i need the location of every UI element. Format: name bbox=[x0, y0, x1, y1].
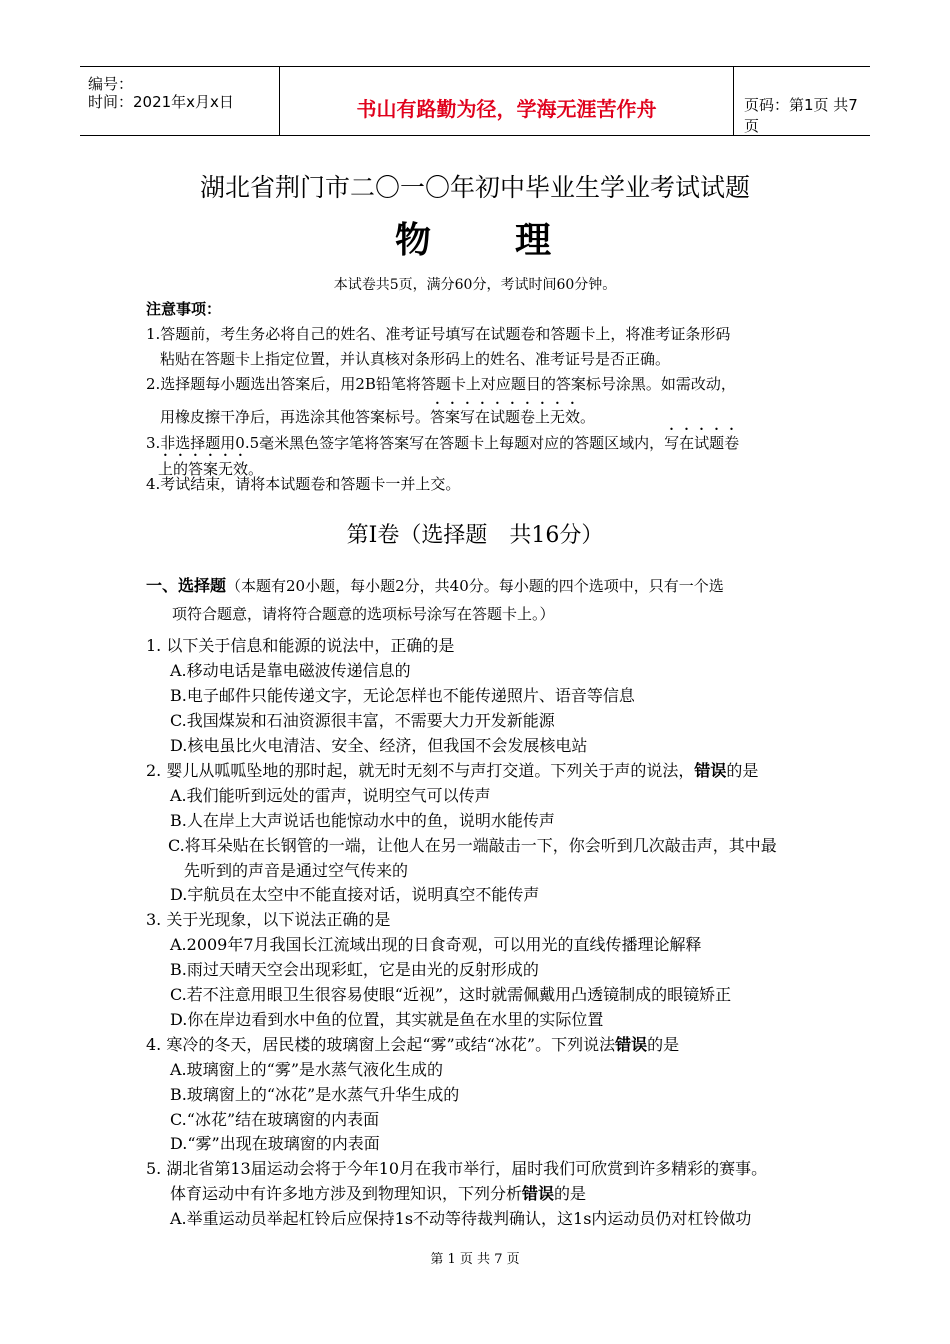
q2-option-c-line-1: C.将耳朵贴在长钢管的一端，让他人在另一端敲击一下，你会听到几次敲击声，其中最 bbox=[168, 836, 777, 855]
notice-2-text: 用橡皮擦干净后，再选涂其他答案标号。 bbox=[160, 408, 431, 426]
notice-1-line-1: 1.答题前，考生务必将自己的姓名、准考证号填写在试题卷和答题卡上，将准考证条形码 bbox=[146, 325, 731, 343]
q3-stem: 3. 关于光现象，以下说法正确的是 bbox=[146, 910, 391, 929]
exam-info: 本试卷共5页，满分60分，考试时间60分钟。 bbox=[333, 277, 617, 293]
q5-stem-line-2 bbox=[170, 1181, 586, 1204]
header-table bbox=[80, 66, 870, 136]
q5-stem2-end: 的是 bbox=[554, 1184, 587, 1203]
q5-stem-line-1: 5. 湖北省第13届运动会将于今年10月在我市举行，届时我们可欣赏到许多精彩的赛事。 bbox=[146, 1159, 768, 1178]
notice-heading: 注意事项： bbox=[146, 300, 222, 318]
notice-3-text: 3.非选择题用0.5毫米黑色签字笔将答案写在答题卡上每题对应的答题区域内， bbox=[146, 434, 665, 452]
q4-stem-end: 的是 bbox=[647, 1035, 680, 1054]
q2-stem-end: 的是 bbox=[726, 761, 759, 780]
notice-2-line-1: 2.选择题每小题选出答案后，用2B铅笔将答题卡上对应题目的答案标号涂黑。如需改动， bbox=[146, 375, 736, 393]
q5-option-a: A.举重运动员举起杠铃后应保持1s不动等待裁判确认，这1s内运动员仍对杠铃做功 bbox=[170, 1209, 752, 1228]
q2-option-a: A.我们能听到远处的雷声，说明空气可以传声 bbox=[170, 786, 491, 805]
notice-1-line-2: 粘贴在答题卡上指定位置，并认真核对条形码上的姓名、准考证号是否正确。 bbox=[160, 350, 671, 368]
q2-option-d: D.宇航员在太空中不能直接对话，说明真空不能传声 bbox=[170, 885, 540, 904]
date-label: 时间：2021年x月x日 bbox=[88, 93, 234, 111]
q4-stem-text: 4. 寒冷的冬天，居民楼的玻璃窗上会起“雾”或结“冰花”。下列说法 bbox=[146, 1035, 616, 1054]
q2-option-b: B.人在岸上大声说话也能惊动水中的鱼，说明水能传声 bbox=[170, 811, 555, 830]
header-cell-page bbox=[734, 67, 870, 135]
subject-title: 物 理 bbox=[394, 219, 555, 261]
q2-stem-text: 2. 婴儿从呱呱坠地的那时起，就无时无刻不与声打交道。下列关于声的说法， bbox=[146, 761, 695, 780]
part1-line-1 bbox=[146, 573, 724, 596]
section-title: 第Ⅰ卷（选择题 共16分） bbox=[346, 523, 604, 548]
notice-2-emphasis: 答案写在试题卷上无效。 bbox=[430, 408, 596, 426]
q5-stem2-bold: 错误 bbox=[522, 1184, 555, 1203]
page-info: 页码：第1页 共7页 bbox=[744, 96, 858, 135]
header-cell-motto bbox=[280, 67, 734, 135]
q3-option-a: A.2009年7月我国长江流域出现的日食奇观，可以用光的直线传播理论解释 bbox=[170, 935, 702, 954]
q1-stem: 1. 以下关于信息和能源的说法中，正确的是 bbox=[146, 636, 455, 655]
q4-option-a: A.玻璃窗上的“雾”是水蒸气液化生成的 bbox=[170, 1060, 444, 1079]
q4-option-b: B.玻璃窗上的“冰花”是水蒸气升华生成的 bbox=[170, 1085, 460, 1104]
header-cell-meta bbox=[80, 67, 280, 135]
notice-4: 4.考试结束，请将本试题卷和答题卡一并上交。 bbox=[146, 475, 461, 493]
part1-desc: （本题有20小题，每小题2分，共40分。每小题的四个选项中，只有一个选 bbox=[226, 577, 724, 595]
q4-stem bbox=[146, 1032, 679, 1055]
q4-option-c: C.“冰花”结在玻璃窗的内表面 bbox=[170, 1110, 380, 1129]
motto: 书山有路勤为径，学海无涯苦作舟 bbox=[356, 97, 657, 121]
q4-stem-bold: 错误 bbox=[615, 1035, 648, 1054]
exam-title: 湖北省荆门市二〇一〇年初中毕业生学业考试试题 bbox=[199, 173, 750, 202]
q3-option-b: B.雨过天晴天空会出现彩虹，它是由光的反射形成的 bbox=[170, 960, 539, 979]
q1-option-d: D.核电虽比火电清洁、安全、经济，但我国不会发展核电站 bbox=[170, 736, 588, 755]
q2-stem-bold: 错误 bbox=[694, 761, 727, 780]
q1-option-c: C.我国煤炭和石油资源很丰富，不需要大力开发新能源 bbox=[170, 711, 555, 730]
part1-label: 一、选择题 bbox=[146, 576, 227, 595]
notice-3-line-1 bbox=[146, 425, 739, 453]
page-footer: 第 1 页 共 7 页 bbox=[430, 1252, 520, 1267]
notice-3-line-2: 上的答案无效。 bbox=[158, 460, 264, 478]
part1-line-2: 项符合题意，请将符合题意的选项标号涂写在答题卡上。） bbox=[172, 605, 555, 623]
q5-stem2-text: 体育运动中有许多地方涉及到物理知识，下列分析 bbox=[170, 1184, 523, 1203]
q3-option-d: D.你在岸边看到水中鱼的位置，其实就是鱼在水里的实际位置 bbox=[170, 1010, 604, 1029]
notice-2-line-2 bbox=[160, 399, 595, 427]
q1-option-b: B.电子邮件只能传递文字，无论怎样也不能传递照片、语音等信息 bbox=[170, 686, 635, 705]
q1-option-a: A.移动电话是靠电磁波传递信息的 bbox=[170, 661, 411, 680]
q3-option-c: C.若不注意用眼卫生很容易使眼“近视”，这时就需佩戴用凸透镜制成的眼镜矫正 bbox=[170, 985, 732, 1004]
q2-option-c-line-2: 先听到的声音是通过空气传来的 bbox=[184, 861, 409, 880]
number-label: 编号： bbox=[88, 75, 134, 93]
notice-3-emphasis-1: 写在试题卷 bbox=[664, 434, 740, 452]
q2-stem bbox=[146, 758, 758, 781]
q4-option-d: D.“雾”出现在玻璃窗的内表面 bbox=[170, 1134, 380, 1153]
